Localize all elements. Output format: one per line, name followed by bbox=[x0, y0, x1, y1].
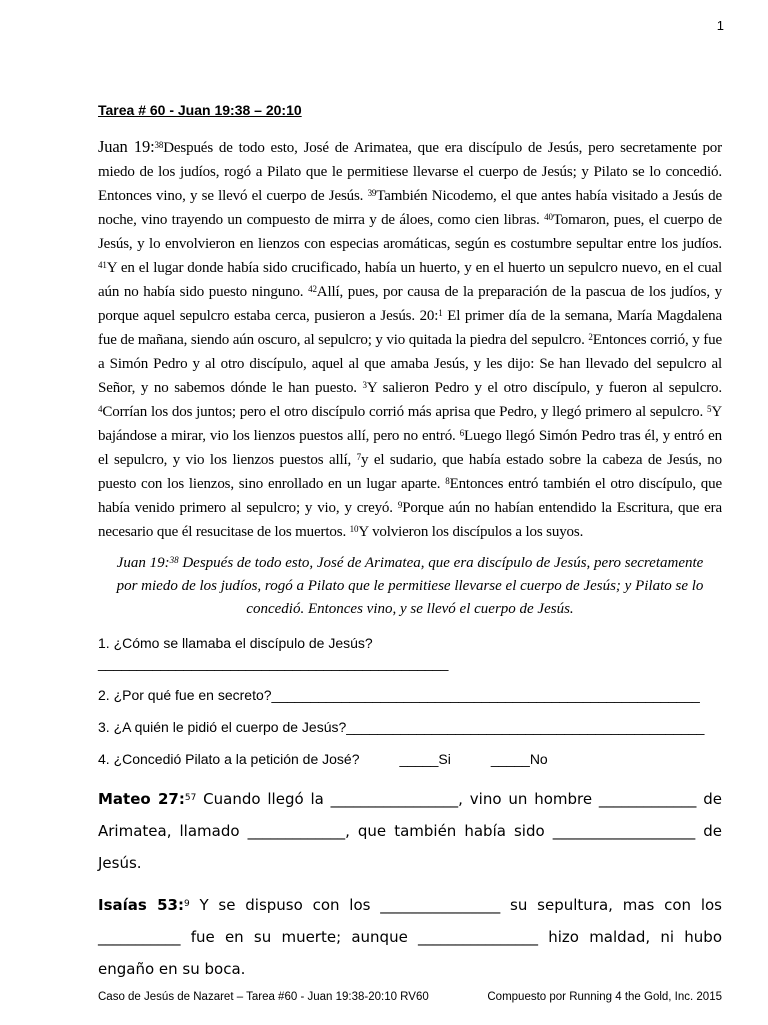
fill-in-isaias[interactable] bbox=[98, 889, 722, 985]
verse-number: 10 bbox=[349, 524, 359, 534]
verse-text: El primer día de la semana, María Magdalena fue de mañana, siendo aún oscuro, al sepulcro; y vio quitada la piedra del sepulcro. bbox=[98, 308, 722, 348]
verse-text: También Nicodemo, el que antes había visitado a Jesús de noche, vino trayendo un compuesto de mirra y de áloes, como cien libras. bbox=[98, 188, 722, 228]
verse-number: 39 bbox=[367, 188, 377, 198]
verse-number: 6 bbox=[459, 428, 465, 438]
verse-text: Entonces corrió, y fue a Simón Pedro y al otro discípulo, aquel al que amaba Jesús, y les dijo: Se han llevado del sepulcro al Señor, y no sabemos dónde le han puesto. bbox=[98, 332, 722, 396]
verse-number: 3 bbox=[362, 380, 367, 390]
verse-number: 8 bbox=[445, 476, 450, 486]
fill-in-text: Cuando llegó la _________________, vino un hombre _____________ de Arimatea, llamado _____________, que también había sido ___________________ de Jesús. bbox=[98, 790, 723, 872]
footer-left: Caso de Jesús de Nazaret – Tarea #60 - Juan 19:38-20:10 RV60 bbox=[98, 991, 429, 1003]
answer-yes[interactable]: _____Si bbox=[399, 751, 451, 767]
verse-text: Y bajándose a mirar, vio los lienzos puestos allí, pero no entró. bbox=[98, 404, 722, 444]
footer-right: Compuesto por Running 4 the Gold, Inc. 2015 bbox=[487, 991, 722, 1003]
verse-text: Corrían los dos juntos; pero el otro discípulo corrió más aprisa que Pedro, y llegó primero al sepulcro. bbox=[102, 404, 707, 420]
verse-text: Y salieron Pedro y el otro discípulo, y fueron al sepulcro. bbox=[366, 380, 722, 396]
fill-in-mateo[interactable] bbox=[98, 783, 722, 879]
verse-number: 2 bbox=[588, 332, 593, 342]
page-number: 1 bbox=[716, 18, 724, 33]
memory-verse-text: Después de todo esto, José de Arimatea, que era discípulo de Jesús, pero secretamente por miedo de los judíos, rogó a Pilato que le permitiese llevarse el cuerpo de Jesús; y Pilato se lo concedió. Entonces vino, y se llevó el cuerpo de Jesús. bbox=[116, 555, 704, 617]
scripture-passage bbox=[98, 135, 722, 544]
passage-reference: Juan 19: bbox=[98, 137, 155, 156]
question-4-row bbox=[98, 749, 722, 769]
memory-verse-reference: Juan 19: bbox=[116, 555, 170, 571]
verse-number: 4 bbox=[98, 404, 103, 414]
question-3[interactable]: 3. ¿A quién le pidió el cuerpo de Jesús?______________________________________________ bbox=[98, 719, 705, 735]
memory-verse bbox=[110, 552, 710, 621]
verse-text: Allí, pues, por causa de la preparación de la pascua de los judíos, y porque aquel sepulcro estaba cerca, pusieron a Jesús. 20: bbox=[98, 284, 722, 324]
fill-in-reference: Isaías 53: bbox=[98, 896, 184, 914]
verse-number: 5 bbox=[706, 404, 712, 414]
verse-number: 40 bbox=[544, 212, 553, 222]
verse-text: Porque aún no habían entendido la Escritura, que era necesario que él resucitase de los muertos. bbox=[98, 500, 723, 540]
verse-number: 57 bbox=[184, 793, 197, 803]
verse-list bbox=[98, 140, 722, 540]
verse-text: Entonces entró también el otro discípulo, que había venido primero al sepulcro; y vio, y creyó. bbox=[98, 476, 723, 516]
verse-number: 41 bbox=[98, 260, 107, 270]
verse-number: 7 bbox=[356, 452, 361, 462]
verse-number: 9 bbox=[183, 899, 190, 909]
fill-in-reference: Mateo 27: bbox=[98, 790, 185, 808]
assignment-title: Tarea # 60 - Juan 19:38 – 20:10 bbox=[98, 102, 302, 118]
footer bbox=[98, 989, 722, 1005]
verse-number: 9 bbox=[397, 500, 403, 510]
verse-number: 38 bbox=[154, 140, 164, 150]
question-2[interactable]: 2. ¿Por qué fue en secreto?_______________________________________________________ bbox=[98, 687, 700, 703]
verse-text: Y en el lugar donde había sido crucificado, había un huerto, y en el huerto un sepulcro nuevo, en el cual aún no había sido puesto ninguno. bbox=[98, 260, 722, 300]
fill-in-text: Y se dispuso con los ________________ su sepultura, mas con los ___________ fue en su muerte; aunque ________________ hizo maldad, ni hubo engaño en su boca. bbox=[98, 896, 723, 978]
question-1[interactable]: 1. ¿Cómo se llamaba el discípulo de Jesús?_____________________________________________ bbox=[98, 635, 449, 671]
verse-text: y el sudario, que había estado sobre la cabeza de Jesús, no puesto con los lienzos, sino enrollado en un lugar aparte. bbox=[98, 452, 722, 492]
verse-text: Y volvieron los discípulos a los suyos. bbox=[358, 524, 584, 540]
verse-text: Tomaron, pues, el cuerpo de Jesús, y lo envolvieron en lienzos con especias aromáticas, según es costumbre sepultar entre los judíos. bbox=[98, 212, 722, 252]
question-4: 4. ¿Concedió Pilato a la petición de José? bbox=[98, 751, 360, 767]
verse-text: Después de todo esto, José de Arimatea, que era discípulo de Jesús, pero secretamente por miedo de los judíos, rogó a Pilato que le permitiese llevarse el cuerpo de Jesús; y Pilato se lo concedió. Entonces vino, y se llevó el cuerpo de Jesús. bbox=[98, 140, 722, 204]
verse-text: Luego llegó Simón Pedro tras él, y entró en el sepulcro, y vio los lienzos puestos allí, bbox=[98, 428, 722, 468]
verse-number: 1 bbox=[438, 308, 443, 318]
verse-number: 42 bbox=[308, 284, 317, 294]
memory-verse-number: 38 bbox=[169, 555, 179, 565]
answer-no[interactable]: _____No bbox=[490, 751, 548, 767]
